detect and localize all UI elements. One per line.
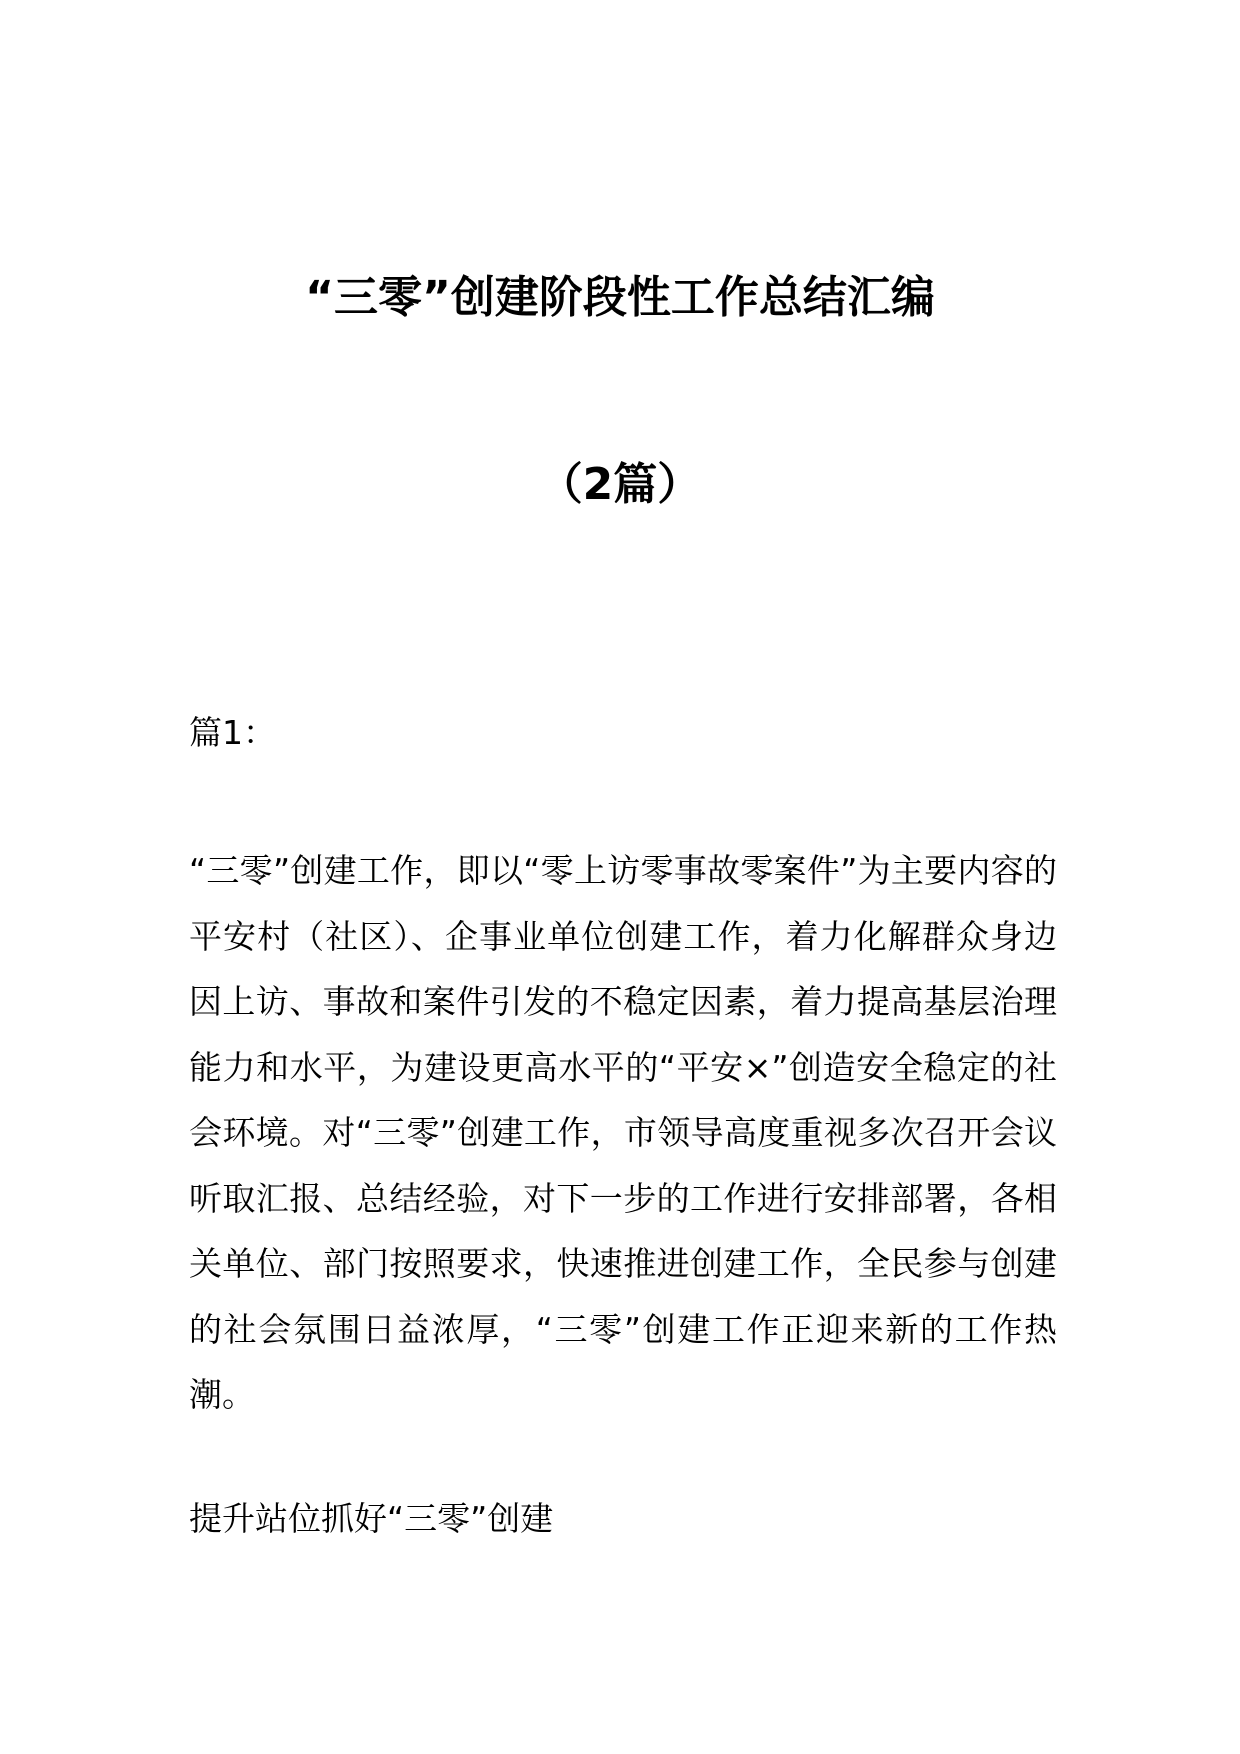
section-subheading: 提升站位抓好“三零”创建 xyxy=(189,1499,554,1538)
document-title: “三零”创建阶段性工作总结汇编 xyxy=(305,272,935,323)
body-paragraph: “三零”创建工作，即以“零上访零事故零案件”为主要内容的平安村（社区）、企事业单位创建工作，着力化解群众身边因上访、事故和案件引发的不稳定因素，着力提高基层治理能力和水平，为建设更高水平的“平安×”创造安全稳定的社会环境。对“三零”创建工作，市领导高度重视多次召开会议听取汇报、总结经验，对下一步的工作进行安排部署，各相关单位、部门按照要求，快速推进创建工作，全民参与创建的社会氛围日益浓厚，“三零”创建工作正迎来新的工作热潮。 xyxy=(189,851,1057,1414)
document-subtitle: （2篇） xyxy=(538,459,702,510)
section-label: 篇1： xyxy=(189,713,276,752)
